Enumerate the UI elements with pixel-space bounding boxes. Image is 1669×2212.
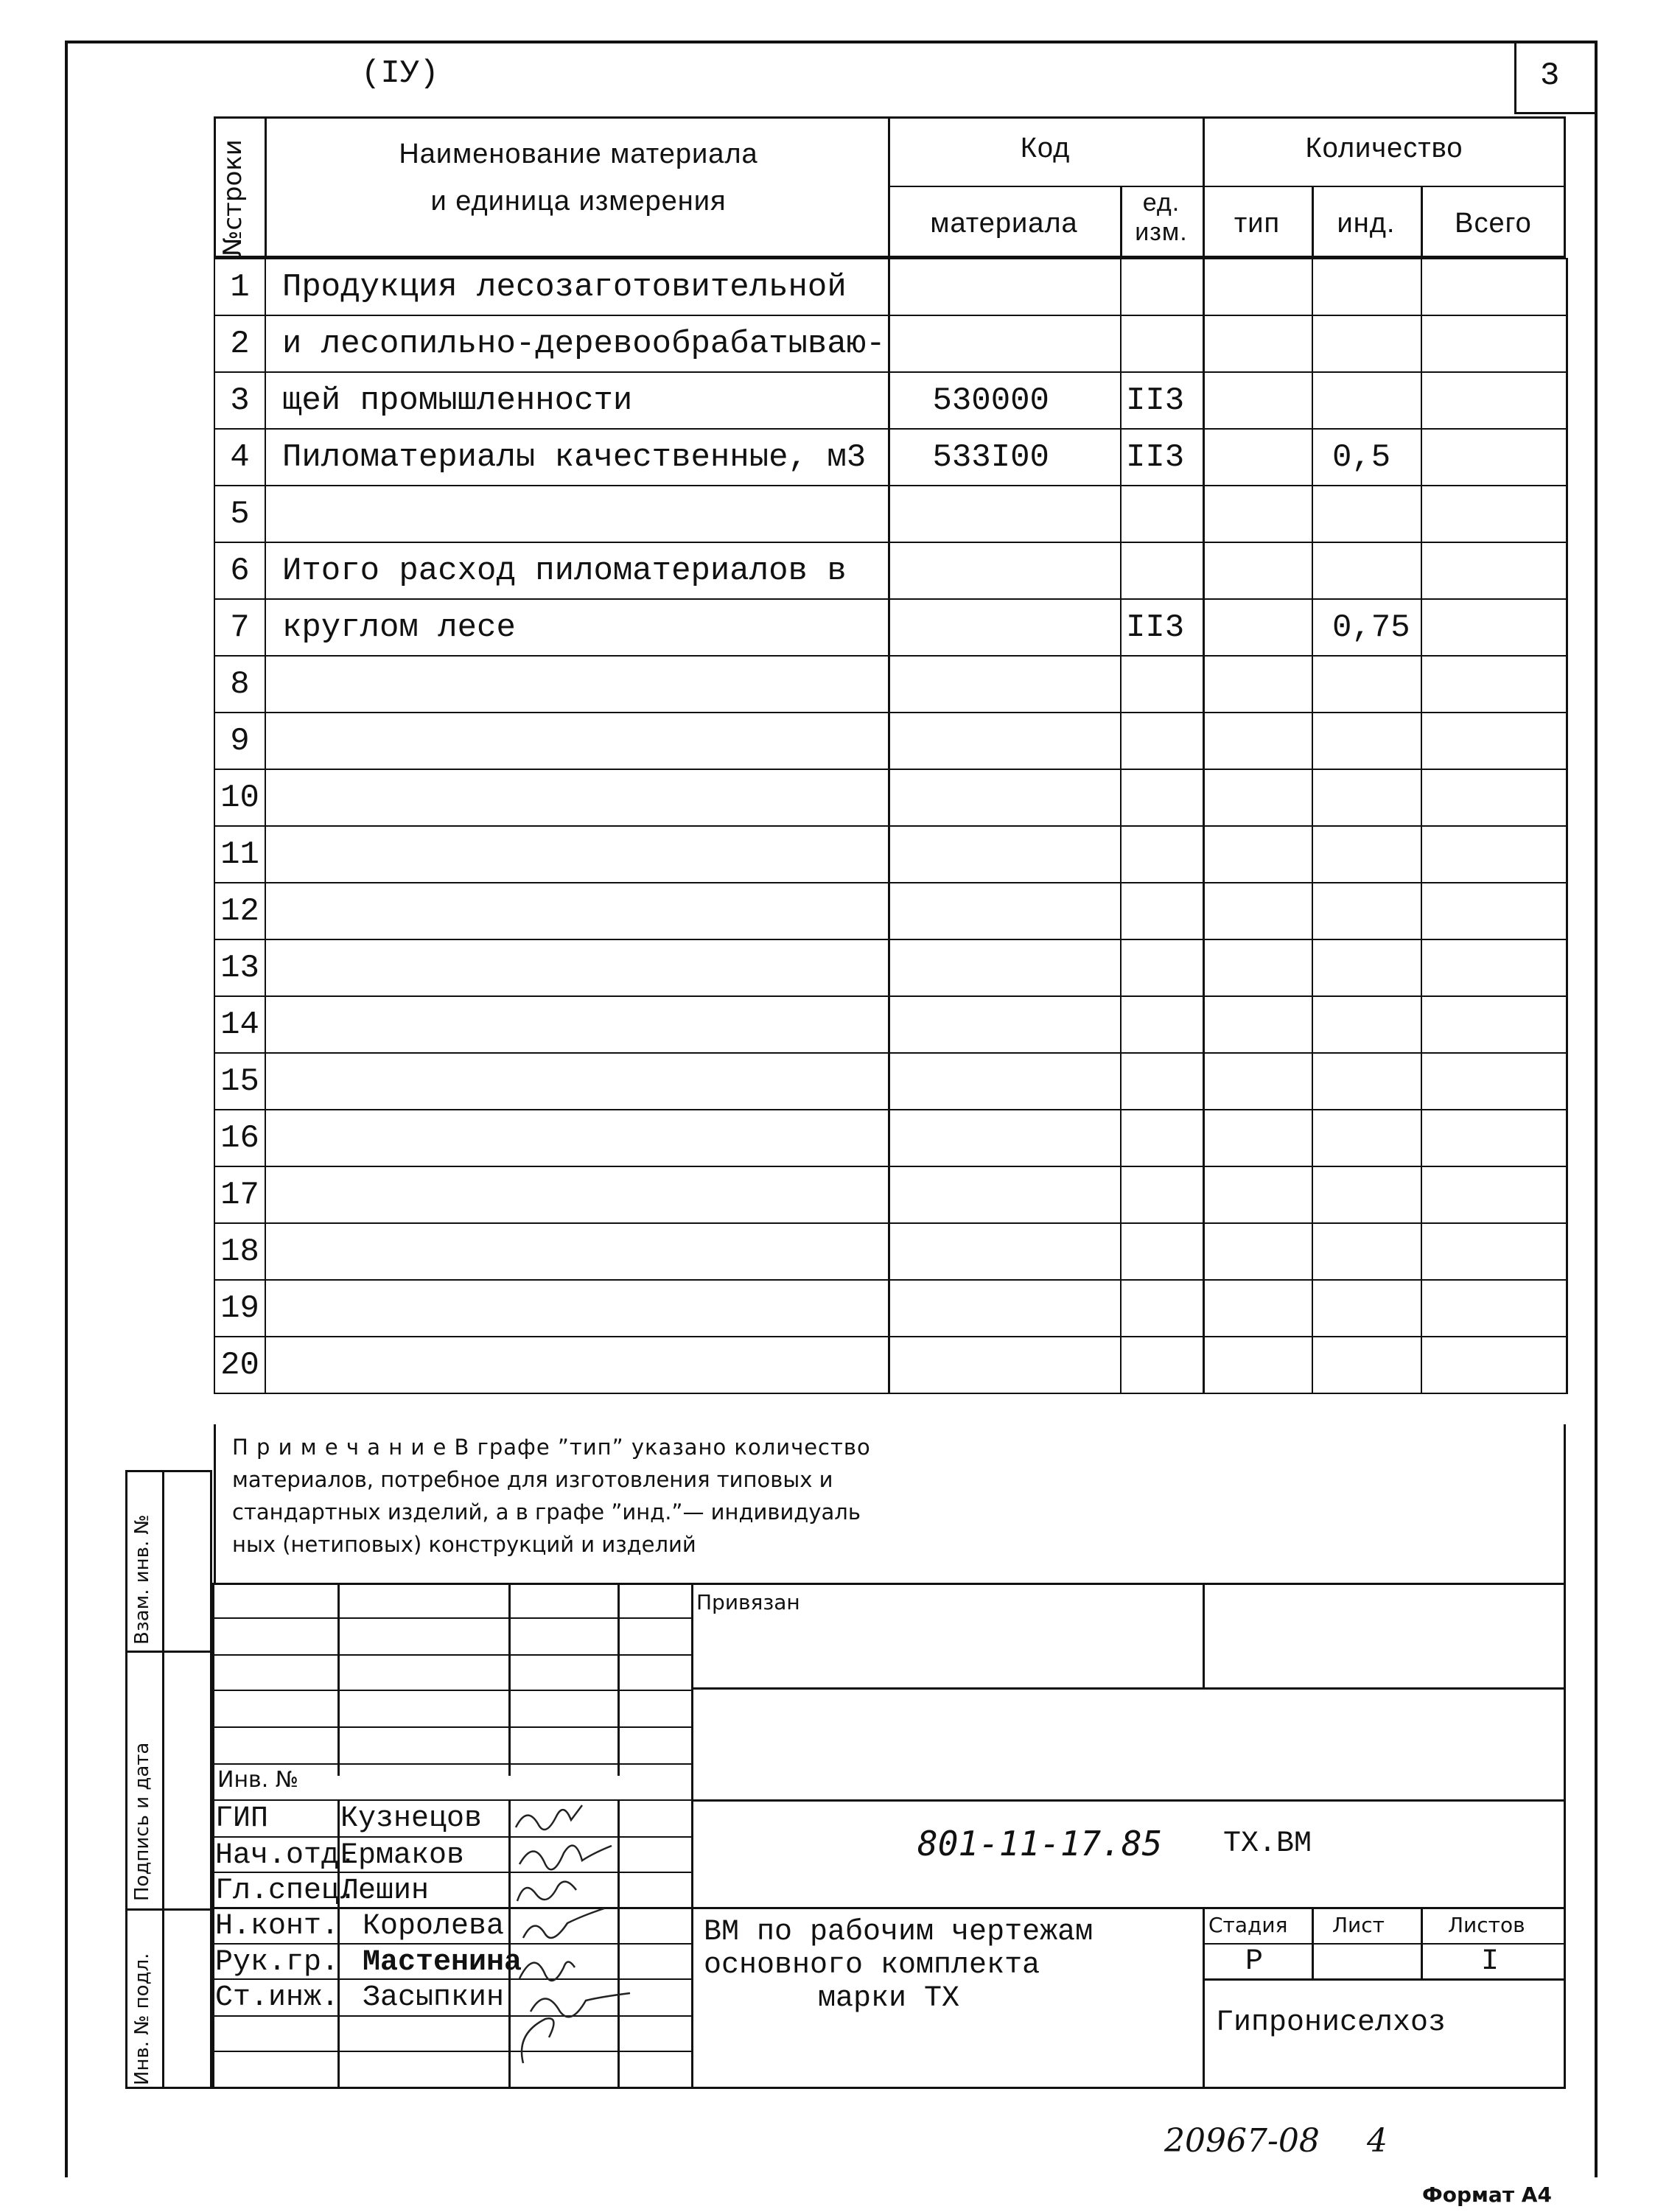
- qty-type: [1203, 542, 1312, 599]
- qty-type: [1203, 315, 1312, 372]
- row-number: 17: [214, 1166, 265, 1223]
- material-name: [265, 826, 889, 883]
- material-name: щей промышленности: [265, 372, 889, 429]
- qty-total: [1421, 599, 1567, 656]
- material-name: круглом лесе: [265, 599, 889, 656]
- qty-total: [1421, 1337, 1567, 1393]
- staff-name-1: Кузнецов: [340, 1802, 483, 1835]
- unit-code: [1121, 713, 1203, 769]
- qty-ind: [1312, 315, 1421, 372]
- stage-label: Стадия: [1208, 1913, 1288, 1937]
- header-code-unit-2: изм.: [1135, 218, 1188, 246]
- stage-value: Р: [1245, 1945, 1264, 1978]
- material-name: [265, 486, 889, 542]
- row-number: 18: [214, 1223, 265, 1280]
- unit-code: [1121, 1166, 1203, 1223]
- doc-title-line-1: ВМ по рабочим чертежам: [704, 1916, 1094, 1949]
- qty-type: [1203, 1337, 1312, 1393]
- unit-code: [1121, 826, 1203, 883]
- qty-type: [1203, 259, 1312, 315]
- table-row: [214, 713, 1567, 769]
- header-code-material: материала: [930, 208, 1078, 239]
- note-line-1: П р и м е ч а н и е В графе ”тип” указано количество: [232, 1435, 871, 1460]
- table-row: [214, 599, 1567, 656]
- qty-ind: [1312, 883, 1421, 939]
- qty-total: [1421, 883, 1567, 939]
- unit-code: [1121, 883, 1203, 939]
- material-code: [889, 486, 1121, 542]
- staff-name-6: Засыпкин: [363, 1981, 505, 2015]
- material-code: [889, 259, 1121, 315]
- qty-ind: [1312, 1110, 1421, 1166]
- qty-total: [1421, 769, 1567, 826]
- qty-type: [1203, 599, 1312, 656]
- qty-ind: [1312, 1337, 1421, 1393]
- qty-ind: [1312, 939, 1421, 996]
- note-line-4: ных (нетиповых) конструкций и изделий: [232, 1532, 696, 1557]
- doc-title-line-3: марки ТХ: [818, 1982, 960, 2015]
- material-code: [889, 315, 1121, 372]
- qty-ind: [1312, 826, 1421, 883]
- material-name: [265, 883, 889, 939]
- bottom-code-suffix: 4: [1367, 2122, 1388, 2160]
- qty-type: [1203, 372, 1312, 429]
- qty-total: [1421, 372, 1567, 429]
- material-code: [889, 1223, 1121, 1280]
- qty-type: [1203, 883, 1312, 939]
- material-name: и лесопильно-деревообрабатываю-: [265, 315, 889, 372]
- doc-code: 801-11-17.85: [917, 1824, 1163, 1863]
- header-q-type: тип: [1234, 208, 1281, 239]
- unit-code: [1121, 1223, 1203, 1280]
- side-label-podpis: Подпись и дата: [131, 1742, 153, 1901]
- sheet-label: Лист: [1332, 1913, 1385, 1937]
- qty-type: [1203, 826, 1312, 883]
- material-name: Пиломатериалы качественные, м3: [265, 429, 889, 486]
- qty-ind: [1312, 769, 1421, 826]
- sheets-value: I: [1481, 1945, 1500, 1978]
- row-number: 15: [214, 1053, 265, 1110]
- material-name: Продукция лесозаготовительной: [265, 259, 889, 315]
- table-row: [214, 315, 1567, 372]
- qty-total: [1421, 713, 1567, 769]
- row-number: 11: [214, 826, 265, 883]
- table-row: [214, 1053, 1567, 1110]
- material-name: [265, 769, 889, 826]
- unit-code: [1121, 1053, 1203, 1110]
- material-code: [889, 883, 1121, 939]
- unit-code: [1121, 1337, 1203, 1393]
- qty-type: [1203, 769, 1312, 826]
- header-q-total: Всего: [1455, 208, 1532, 239]
- inv-no-label: Инв. №: [217, 1767, 299, 1793]
- material-code: [889, 826, 1121, 883]
- qty-type: [1203, 939, 1312, 996]
- qty-ind: [1312, 713, 1421, 769]
- material-code: [889, 1337, 1121, 1393]
- material-code: 533I00: [889, 429, 1121, 486]
- unit-code: [1121, 939, 1203, 996]
- qty-type: [1203, 1166, 1312, 1223]
- row-number: 16: [214, 1110, 265, 1166]
- sheet-number: 3: [1540, 57, 1560, 94]
- material-name: [265, 1337, 889, 1393]
- unit-code: [1121, 486, 1203, 542]
- format-label: Формат А4: [1422, 2183, 1552, 2207]
- material-code: [889, 713, 1121, 769]
- material-name: [265, 939, 889, 996]
- table-row: [214, 1337, 1567, 1393]
- qty-total: [1421, 1223, 1567, 1280]
- material-code: 530000: [889, 372, 1121, 429]
- qty-type: [1203, 996, 1312, 1053]
- unit-code: [1121, 259, 1203, 315]
- note-text: [232, 1431, 871, 1561]
- unit-code: II3: [1121, 372, 1203, 429]
- table-row: [214, 259, 1567, 315]
- header-code-unit-1: ед.: [1142, 189, 1180, 217]
- row-number: 19: [214, 1280, 265, 1337]
- unit-code: [1121, 1110, 1203, 1166]
- side-label-zam-inv: Взам. инв. №: [131, 1514, 153, 1645]
- bottom-code: 20967-08: [1164, 2122, 1320, 2160]
- row-number: 7: [214, 599, 265, 656]
- note-line-3: стандартных изделий, а в графе ”инд.”— индивидуаль: [232, 1499, 861, 1525]
- qty-ind: 0,75: [1312, 599, 1421, 656]
- qty-total: [1421, 656, 1567, 713]
- side-label-inv-podl: Инв. № подл.: [131, 1953, 153, 2085]
- row-number: 2: [214, 315, 265, 372]
- doc-title-line-2: основного комплекта: [704, 1949, 1040, 1982]
- qty-total: [1421, 996, 1567, 1053]
- material-code: [889, 1280, 1121, 1337]
- material-code: [889, 542, 1121, 599]
- header-q-ind: инд.: [1337, 208, 1396, 239]
- qty-total: [1421, 939, 1567, 996]
- sheets-label: Листов: [1448, 1913, 1525, 1937]
- qty-total: [1421, 1280, 1567, 1337]
- staff-role-3: Гл.спец.: [215, 1875, 357, 1908]
- qty-ind: [1312, 656, 1421, 713]
- staff-name-5: Мастенина: [363, 1946, 522, 1979]
- unit-code: II3: [1121, 599, 1203, 656]
- qty-ind: [1312, 1053, 1421, 1110]
- staff-role-4: Н.конт.: [215, 1910, 340, 1943]
- qty-total: [1421, 542, 1567, 599]
- material-code: [889, 1166, 1121, 1223]
- material-code: [889, 1053, 1121, 1110]
- table-row: [214, 372, 1567, 429]
- row-number: 10: [214, 769, 265, 826]
- table-row: [214, 826, 1567, 883]
- row-number: 14: [214, 996, 265, 1053]
- table-row: [214, 769, 1567, 826]
- material-name: [265, 1166, 889, 1223]
- material-name: Итого расход пиломатериалов в: [265, 542, 889, 599]
- qty-total: [1421, 315, 1567, 372]
- privyazan-label: Привязан: [696, 1590, 800, 1614]
- qty-total: [1421, 1053, 1567, 1110]
- qty-ind: 0,5: [1312, 429, 1421, 486]
- staff-role-2: Нач.отд.: [215, 1839, 357, 1872]
- material-name: [265, 1223, 889, 1280]
- table-row: [214, 542, 1567, 599]
- material-code: [889, 996, 1121, 1053]
- unit-code: [1121, 656, 1203, 713]
- qty-type: [1203, 486, 1312, 542]
- material-code: [889, 656, 1121, 713]
- qty-total: [1421, 1166, 1567, 1223]
- row-number: 9: [214, 713, 265, 769]
- qty-total: [1421, 826, 1567, 883]
- unit-code: [1121, 996, 1203, 1053]
- qty-total: [1421, 429, 1567, 486]
- table-row: [214, 1280, 1567, 1337]
- qty-ind: [1312, 1223, 1421, 1280]
- qty-total: [1421, 486, 1567, 542]
- unit-code: [1121, 769, 1203, 826]
- material-name: [265, 996, 889, 1053]
- table-row: [214, 1223, 1567, 1280]
- staff-name-2: Ермаков: [340, 1839, 465, 1872]
- signatures-image: [508, 1783, 700, 2078]
- header-name-line2: и единица измерения: [430, 186, 727, 217]
- row-number: 5: [214, 486, 265, 542]
- table-row: [214, 429, 1567, 486]
- material-code: [889, 1110, 1121, 1166]
- qty-ind: [1312, 486, 1421, 542]
- qty-type: [1203, 1053, 1312, 1110]
- table-row: [214, 1110, 1567, 1166]
- material-name: [265, 1110, 889, 1166]
- staff-name-4: Королева: [363, 1910, 505, 1943]
- row-number: 6: [214, 542, 265, 599]
- material-code: [889, 769, 1121, 826]
- qty-ind: [1312, 372, 1421, 429]
- qty-ind: [1312, 1166, 1421, 1223]
- unit-code: [1121, 315, 1203, 372]
- table-row: [214, 996, 1567, 1053]
- doc-mark: ТХ.ВМ: [1223, 1827, 1312, 1861]
- note-line-2: материалов, потребное для изготовления типовых и: [232, 1467, 833, 1492]
- staff-role-1: ГИП: [215, 1802, 269, 1835]
- row-number: 12: [214, 883, 265, 939]
- header-quantity: Количество: [1305, 133, 1463, 164]
- sheet-marker: (IУ): [361, 55, 439, 92]
- table-row: [214, 486, 1567, 542]
- row-number: 20: [214, 1337, 265, 1393]
- qty-type: [1203, 1223, 1312, 1280]
- unit-code: [1121, 1280, 1203, 1337]
- row-number: 13: [214, 939, 265, 996]
- row-number: 4: [214, 429, 265, 486]
- header-name-line1: Наименование материала: [399, 139, 758, 169]
- table-row: [214, 656, 1567, 713]
- table-row: [214, 1166, 1567, 1223]
- material-name: [265, 656, 889, 713]
- qty-total: [1421, 259, 1567, 315]
- organization: Гипрониселхоз: [1216, 2006, 1446, 2040]
- material-name: [265, 713, 889, 769]
- staff-role-6: Ст.инж.: [215, 1981, 340, 2015]
- table-row: [214, 939, 1567, 996]
- qty-type: [1203, 429, 1312, 486]
- qty-type: [1203, 1280, 1312, 1337]
- qty-ind: [1312, 1280, 1421, 1337]
- material-name: [265, 1053, 889, 1110]
- materials-table: [214, 258, 1568, 1394]
- staff-role-5: Рук.гр.: [215, 1946, 340, 1979]
- qty-ind: [1312, 996, 1421, 1053]
- material-code: [889, 599, 1121, 656]
- material-code: [889, 939, 1121, 996]
- qty-ind: [1312, 259, 1421, 315]
- row-number: 1: [214, 259, 265, 315]
- qty-type: [1203, 656, 1312, 713]
- unit-code: II3: [1121, 429, 1203, 486]
- material-name: [265, 1280, 889, 1337]
- unit-code: [1121, 542, 1203, 599]
- qty-type: [1203, 713, 1312, 769]
- table-row: [214, 883, 1567, 939]
- row-number: 8: [214, 656, 265, 713]
- qty-type: [1203, 1110, 1312, 1166]
- header-code: Код: [1020, 133, 1071, 164]
- qty-ind: [1312, 542, 1421, 599]
- row-number: 3: [214, 372, 265, 429]
- qty-total: [1421, 1110, 1567, 1166]
- header-row-no: №строки: [218, 139, 248, 256]
- staff-name-3: Лешин: [340, 1875, 430, 1908]
